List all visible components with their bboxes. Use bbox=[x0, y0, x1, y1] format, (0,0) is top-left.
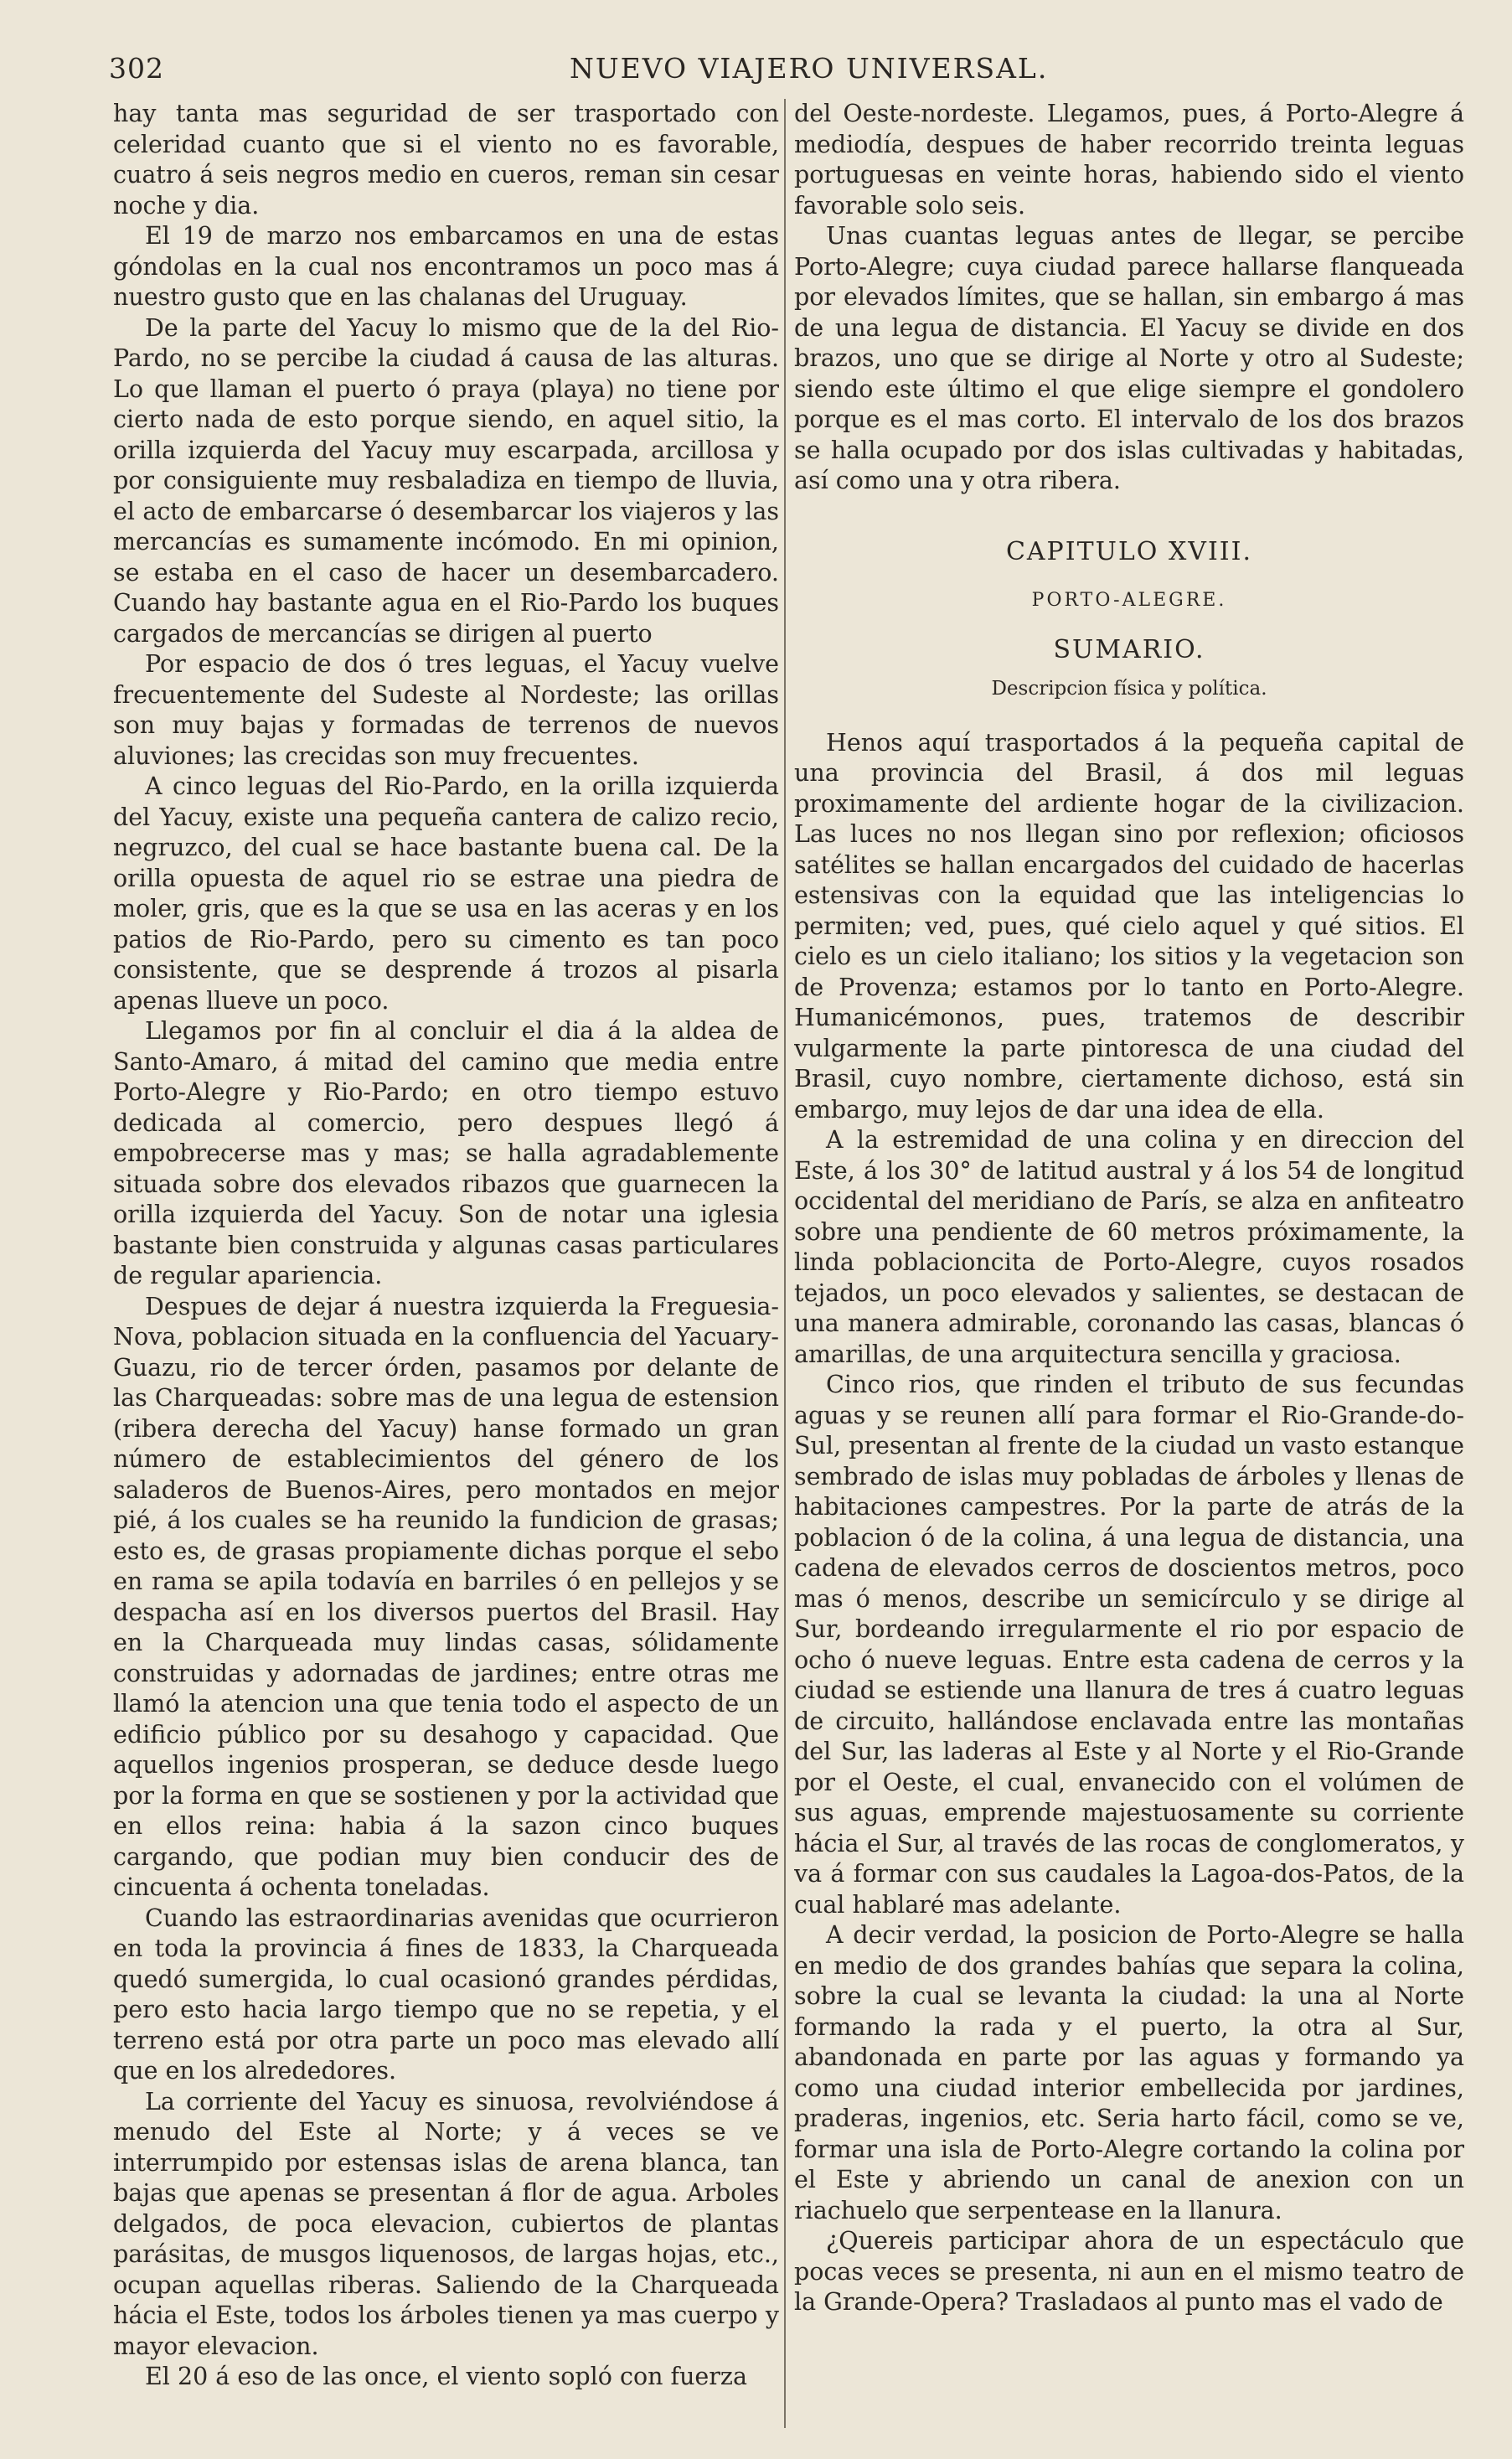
page-header bbox=[0, 52, 1512, 94]
sumario-text: Descripcion física y política. bbox=[991, 678, 1267, 700]
paragraph: Henos aquí trasportados á la pequeña capital de una provincia del Brasil, á dos mil leguas proximamente del ardiente hogar de la civilizacion. Las luces no nos llegan sino por reflexion; oficiosos satélites se hallan encargados del cuidado de hacerlas estensivas con la equidad que las inteligencias lo permiten; ved, pues, qué cielo aquel y qué sitios. El cielo es un cielo italiano; los sitios y la vegetacion son de Provenza; estamos por lo tanto en Porto-Alegre. Humanicémonos, pues, tratemos de describir vulgarmente la parte pintoresca de una ciudad del Brasil, cuyo nombre, ciertamente dichoso, está sin embargo, muy lejos de dar una idea de ella. bbox=[794, 728, 1464, 1124]
column-divider bbox=[784, 99, 786, 2428]
paragraph: A cinco leguas del Rio-Pardo, en la orilla izquierda del Yacuy, existe una pequeña cantera de calizo recio, negruzco, del cual se hace bastante buena cal. De la orilla opuesta de aquel rio se estrae una piedra de moler, gris, que es la que se usa en las aceras y en los patios de Rio-Pardo, pero su cimento es tan poco consistente, que se desprende á trozos al pisarla apenas llueve un poco. bbox=[113, 772, 779, 1015]
page-number: 302 bbox=[109, 52, 164, 85]
sumario-title: SUMARIO. bbox=[1053, 634, 1205, 664]
paragraph: ¿Quereis participar ahora de un espectáculo que pocas veces se presenta, ni aun en el mismo teatro de la Grande-Opera? Trasladaos al punto mas el vado de bbox=[794, 2227, 1464, 2316]
running-title: NUEVO VIAJERO UNIVERSAL. bbox=[570, 52, 1049, 85]
paragraph: Despues de dejar á nuestra izquierda la Freguesia-Nova, poblacion situada en la confluencia del Yacuary-Guazu, rio de tercer órden, pasamos por delante de las Charqueadas: sobre mas de una legua de estension (ribera derecha del Yacuy) hanse formado un gran número de establecimientos del género de los saladeros de Buenos-Aires, pero montados en mejor pié, á los cuales se ha reunido la fundicion de grasas; esto es, de grasas propiamente dichas porque el sebo en rama se apila todavía en barriles ó en pellejos y se despacha así en los diversos puertos del Brasil. Hay en la Charqueada muy lindas casas, sólidamente construidas y adornadas de jardines; entre otras me llamó la atencion una que tenia todo el aspecto de un edificio público por su desahogo y capacidad. Que aquellos ingenios prosperan, se deduce desde luego por la forma en que se sostienen y por la actividad que en ellos reina: habia á la sazon cinco buques cargando, que podian muy bien conducir des de cincuenta á ochenta toneladas. bbox=[113, 1292, 779, 1901]
paragraph: hay tanta mas seguridad de ser trasportado con celeridad cuanto que si el viento no es favorable, cuatro á seis negros medio en cueros, reman sin cesar noche y dia. bbox=[113, 100, 779, 220]
chapter-subtitle: PORTO-ALEGRE. bbox=[1031, 590, 1227, 611]
right-column bbox=[794, 99, 1464, 2436]
paragraph: Cinco rios, que rinden el tributo de sus fecundas aguas y se reunen allí para formar el Rio-Grande-do-Sul, presentan al frente de la ciudad un vasto estanque sembrado de islas muy pobladas de árboles y llenas de habitaciones campestres. Por la parte de atrás de la poblacion ó de la colina, á una legua de distancia, una cadena de elevados cerros de doscientos metros, poco mas ó menos, describe un semicírculo y se dirige al Sur, bordeando irregularmente el rio por espacio de ocho ó nueve leguas. Entre esta cadena de cerros y la ciudad se estiende una llanura de tres á cuatro leguas de circuito, hallándose enclavada entre las montañas del Sur, las laderas al Este y al Norte y el Rio-Grande por el Oeste, el cual, envanecido con el volúmen de sus aguas, emprende majestuosamente su corriente hácia el Sur, al través de las rocas de conglomeratos, y va á formar con sus caudales la Lagoa-dos-Patos, de la cual hablaré mas adelante. bbox=[794, 1371, 1464, 1919]
paragraph: Llegamos por fin al concluir el dia á la aldea de Santo-Amaro, á mitad del camino que media entre Porto-Alegre y Rio-Pardo; en otro tiempo estuvo dedicada al comercio, pero despues llegó á empobrecerse mas y mas; se halla agradablemente situada sobre dos elevados ribazos que guarnecen la orilla izquierda del Yacuy. Son de notar una iglesia bastante bien construida y algunas casas particulares de regular apariencia. bbox=[113, 1017, 779, 1289]
paragraph: A decir verdad, la posicion de Porto-Alegre se halla en medio de dos grandes bahías que separa la colina, sobre la cual se levanta la ciudad: la una al Norte formando la rada y el puerto, la otra al Sur, abandonada en parte por las aguas y formando ya como una ciudad interior embellecida por jardines, praderas, ingenios, etc. Seria harto fácil, como se ve, formar una isla de Porto-Alegre cortando la colina por el Este y abriendo un canal de anexion con un riachuelo que serpentease en la llanura. bbox=[794, 1921, 1464, 2224]
chapter-title: CAPITULO XVIII. bbox=[1005, 536, 1253, 566]
paragraph: del Oeste-nordeste. Llegamos, pues, á Porto-Alegre á mediodía, despues de haber recorrido treinta leguas portuguesas en veinte horas, habiendo sido el viento favorable solo seis. bbox=[794, 100, 1464, 220]
left-column bbox=[113, 99, 779, 2436]
paragraph: El 20 á eso de las once, el viento sopló con fuerza bbox=[145, 2363, 747, 2390]
paragraph: De la parte del Yacuy lo mismo que de la del Rio-Pardo, no se percibe la ciudad á causa de las alturas. Lo que llaman el puerto ó praya (playa) no tiene por cierto nada de esto porque siendo, en aquel sitio, la orilla izquierda del Yacuy muy escarpada, arcillosa y por consiguiente muy resbaladiza en tiempo de lluvia, el acto de embarcarse ó desembarcar los viajeros y las mercancías es sumamente incómodo. En mi opinion, se estaba en el caso de hacer un desembarcadero. Cuando hay bastante agua en el Rio-Pardo los buques cargados de mercancías se dirigen al puerto bbox=[113, 313, 779, 648]
paragraph: El 19 de marzo nos embarcamos en una de estas góndolas en la cual nos encontramos un poco mas á nuestro gusto que en las chalanas del Uruguay. bbox=[113, 222, 779, 311]
paragraph: Unas cuantas leguas antes de llegar, se percibe Porto-Alegre; cuya ciudad parece hallarse flanqueada por elevados límites, que se hallan, sin embargo á mas de una legua de distancia. El Yacuy se divide en dos brazos, uno que se dirige al Norte y otro al Sudeste; siendo este último el que elige siempre el gondolero porque es el mas corto. El intervalo de los dos brazos se halla ocupado por dos islas cultivadas y habitadas, así como una y otra ribera. bbox=[794, 222, 1464, 494]
paragraph: A la estremidad de una colina y en direccion del Este, á los 30° de latitud austral y á los 54 de longitud occidental del meridiano de París, se alza en anfiteatro sobre una pendiente de 60 metros próximamente, la linda poblacioncita de Porto-Alegre, cuyos rosados tejados, un poco elevados y salientes, se destacan de una manera admirable, coronando las casas, blancas ó amarillas, de una arquitectura sencilla y graciosa. bbox=[794, 1126, 1464, 1368]
paragraph: Por espacio de dos ó tres leguas, el Yacuy vuelve frecuentemente del Sudeste al Nordeste; las orillas son muy bajas y formadas de terrenos de nuevos aluviones; las crecidas son muy frecuentes. bbox=[113, 650, 779, 770]
paragraph: La corriente del Yacuy es sinuosa, revolviéndose á menudo del Este al Norte; y á veces se ve interrumpido por estensas islas de arena blanca, tan bajas que apenas se presentan á flor de agua. Arboles delgados, de poca elevacion, cubiertos de plantas parásitas, de musgos liquenosos, de largas hojas, etc., ocupan aquellas riberas. Saliendo de la Charqueada hácia el Este, todos los árboles tienen ya mas cuerpo y mayor elevacion. bbox=[113, 2087, 779, 2360]
paragraph: Cuando las estraordinarias avenidas que ocurrieron en toda la provincia á fines de 1833, la Charqueada quedó sumergida, lo cual ocasionó grandes pérdidas, pero esto hacia largo tiempo que no se repetia, y el terreno está por otra parte un poco mas elevado allí que en los alrededores. bbox=[113, 1904, 779, 2084]
